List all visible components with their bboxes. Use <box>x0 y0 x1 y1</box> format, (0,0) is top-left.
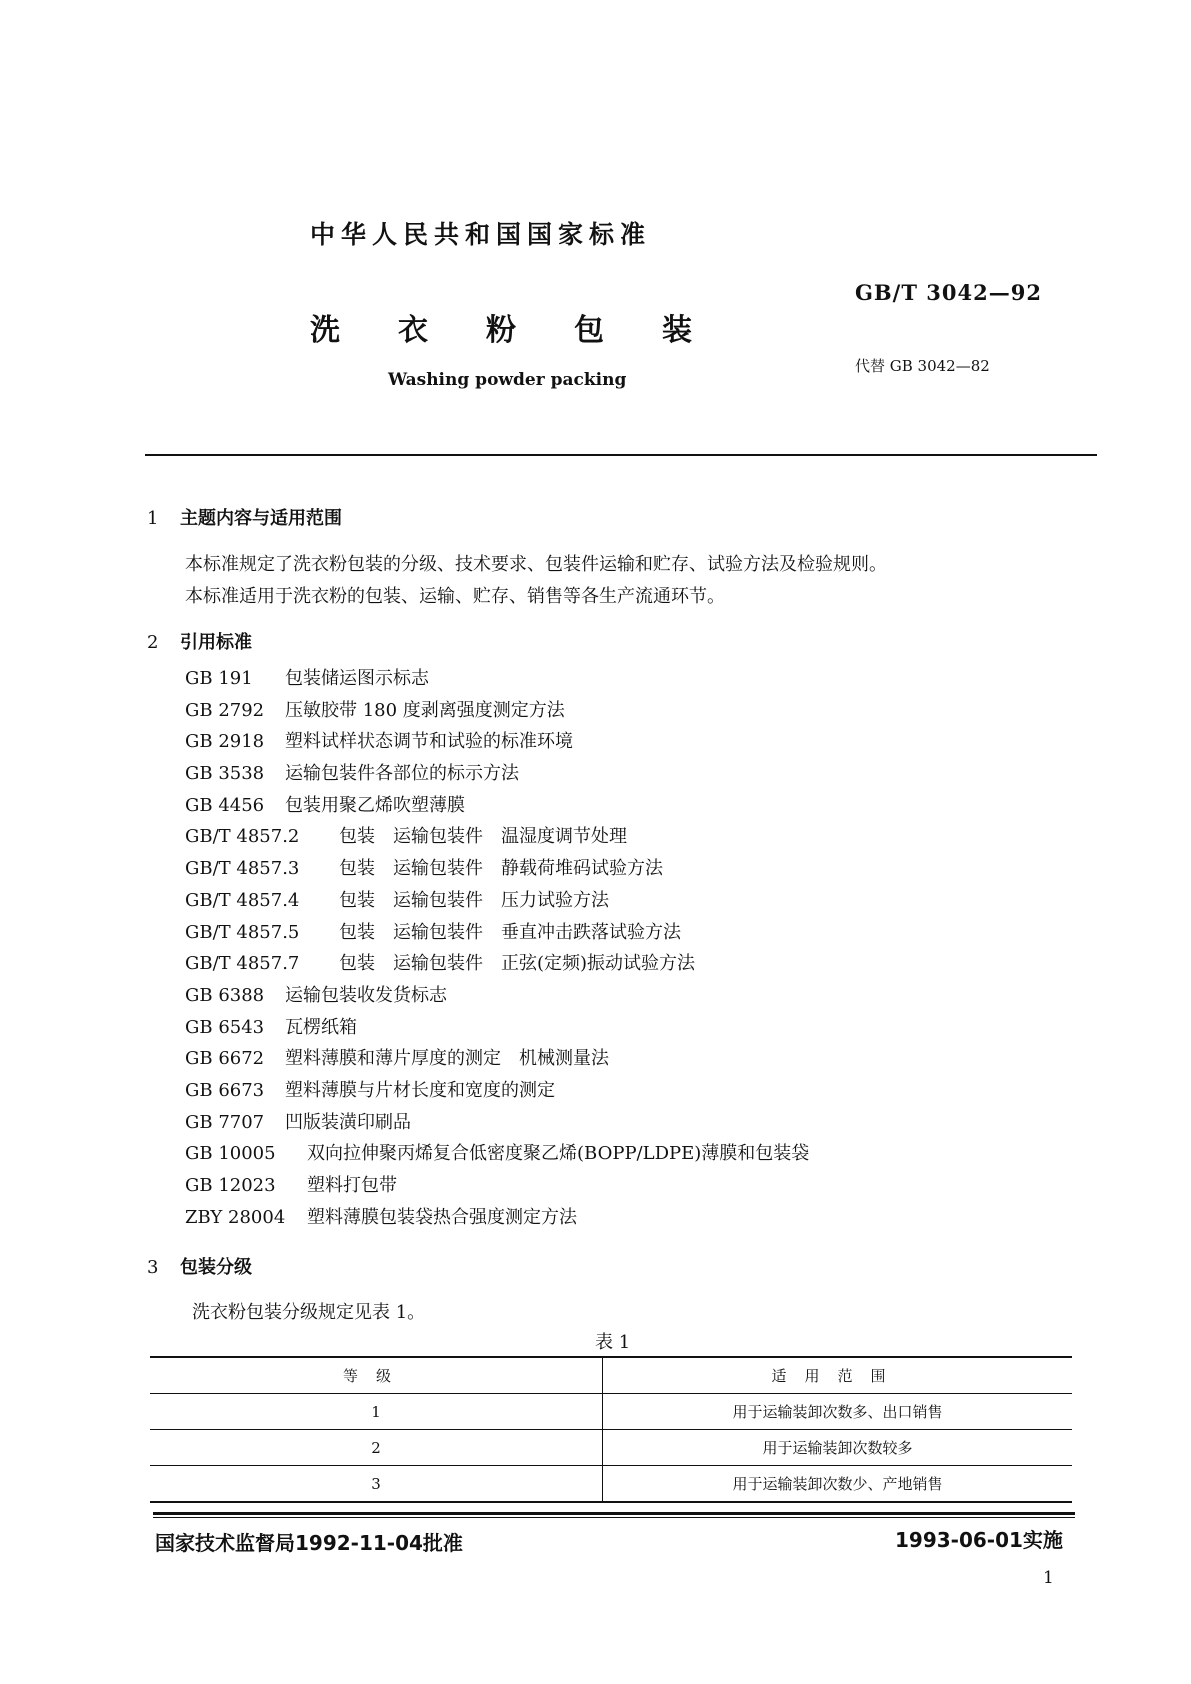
section-1-number: 1 <box>147 508 159 529</box>
reference-title: 包装 运输包装件 静载荷堆码试验方法 <box>339 858 663 880</box>
table-row <box>150 1430 1072 1466</box>
standard-code: GB/T 3042—92 <box>855 280 1042 305</box>
footer-divider-thick <box>153 1512 1075 1515</box>
reference-code: GB/T 4857.3 <box>185 858 300 880</box>
grade-table <box>150 1356 1072 1503</box>
reference-code: ZBY 28004 <box>185 1206 286 1228</box>
section-3-heading <box>147 1253 252 1279</box>
reference-title: 塑料薄膜和薄片厚度的测定 机械测量法 <box>285 1048 609 1070</box>
title-english: Washing powder packing <box>388 370 627 390</box>
table-row <box>150 1394 1072 1430</box>
reference-item <box>185 758 809 790</box>
reference-code: GB/T 4857.7 <box>185 953 300 975</box>
reference-code: GB 6673 <box>185 1079 265 1101</box>
reference-title: 包装储运图示标志 <box>285 668 429 689</box>
reference-code: GB/T 4857.4 <box>185 889 300 911</box>
section-1-title: 主题内容与适用范围 <box>180 508 342 529</box>
section-3-title: 包装分级 <box>180 1257 252 1278</box>
reference-item <box>185 1043 809 1075</box>
reference-item <box>185 726 809 758</box>
reference-item <box>185 821 809 853</box>
table-row <box>150 1466 1072 1503</box>
reference-title: 包装 运输包装件 压力试验方法 <box>339 889 609 911</box>
reference-item <box>185 1170 809 1202</box>
grade-cell: 1 <box>150 1394 603 1430</box>
reference-title: 运输包装收发货标志 <box>285 984 447 1006</box>
reference-title: 包装 运输包装件 温湿度调节处理 <box>339 826 627 848</box>
reference-title: 运输包装件各部位的标示方法 <box>285 763 519 785</box>
standard-name: 中华人民共和国国家标准 <box>310 220 652 249</box>
reference-item <box>185 695 809 727</box>
reference-item <box>185 1107 809 1139</box>
reference-title: 包装 运输包装件 正弦(定频)振动试验方法 <box>339 953 696 975</box>
section-1-paragraph-1: 本标准规定了洗衣粉包装的分级、技术要求、包装件运输和贮存、试验方法及检验规则。 <box>185 554 887 575</box>
grade-cell: 3 <box>150 1466 603 1503</box>
reference-title: 包装 运输包装件 垂直冲击跌落试验方法 <box>339 921 681 943</box>
reference-item <box>185 1138 809 1170</box>
header-grade: 等级 <box>150 1357 603 1394</box>
reference-code: GB 7707 <box>185 1111 265 1133</box>
reference-title: 塑料打包带 <box>307 1175 397 1196</box>
reference-item <box>185 980 809 1012</box>
reference-title: 塑料薄膜包装袋热合强度测定方法 <box>307 1206 577 1228</box>
reference-item <box>185 948 809 980</box>
reference-item <box>185 790 809 822</box>
reference-title: 包装用聚乙烯吹塑薄膜 <box>285 794 465 816</box>
reference-code: GB 10005 <box>185 1143 276 1165</box>
section-2-title: 引用标准 <box>180 632 252 653</box>
table-caption: 表 1 <box>595 1332 631 1353</box>
reference-code: GB 6672 <box>185 1048 265 1070</box>
section-1-paragraph-2: 本标准适用于洗衣粉的包装、运输、贮存、销售等各生产流通环节。 <box>185 586 725 607</box>
reference-code: GB 12023 <box>185 1175 276 1196</box>
scope-cell: 用于运输装卸次数多、出口销售 <box>603 1394 1073 1430</box>
reference-item <box>185 853 809 885</box>
reference-item <box>185 885 809 917</box>
grade-cell: 2 <box>150 1430 603 1466</box>
header-scope: 适用范围 <box>603 1357 1073 1394</box>
reference-code: GB 6388 <box>185 984 265 1006</box>
reference-item <box>185 663 809 695</box>
header-divider <box>145 454 1097 456</box>
table-header-row <box>150 1357 1072 1394</box>
reference-item <box>185 1012 809 1044</box>
replaces-note: 代替 GB 3042—82 <box>855 357 990 375</box>
scope-cell: 用于运输装卸次数少、产地销售 <box>732 1475 943 1493</box>
scope-cell: 用于运输装卸次数较多 <box>603 1430 1073 1466</box>
section-2-number: 2 <box>147 632 159 653</box>
section-3-paragraph: 洗衣粉包装分级规定见表 1。 <box>192 1302 426 1323</box>
reference-title: 塑料试样状态调节和试验的标准环境 <box>285 731 573 753</box>
reference-code: GB 3538 <box>185 763 265 785</box>
footer-divider-thin <box>153 1517 1075 1518</box>
reference-code: GB 2792 <box>185 699 265 721</box>
reference-code: GB 191 <box>185 668 253 689</box>
reference-code: GB/T 4857.2 <box>185 826 300 848</box>
reference-code: GB/T 4857.5 <box>185 921 300 943</box>
reference-item <box>185 1202 809 1234</box>
effective-date: 1993-06-01实施 <box>895 1528 1063 1552</box>
page-number: 1 <box>1043 1568 1054 1588</box>
reference-item <box>185 917 809 949</box>
reference-title: 塑料薄膜与片材长度和宽度的测定 <box>285 1079 555 1101</box>
reference-code: GB 2918 <box>185 731 265 753</box>
approval-line: 国家技术监督局1992-11-04批准 <box>155 1531 463 1555</box>
reference-title: 凹版装潢印刷品 <box>285 1111 411 1133</box>
section-2-heading <box>147 628 252 654</box>
section-1-heading <box>147 504 342 530</box>
reference-code: GB 6543 <box>185 1016 265 1038</box>
reference-title: 压敏胶带 180 度剥离强度测定方法 <box>285 699 565 721</box>
reference-title: 双向拉伸聚丙烯复合低密度聚乙烯(BOPP/LDPE)薄膜和包装袋 <box>307 1143 810 1165</box>
reference-title: 瓦楞纸箱 <box>285 1016 357 1038</box>
reference-item <box>185 1075 809 1107</box>
section-3-number: 3 <box>147 1257 159 1278</box>
title-chinese: 洗衣粉包装 <box>310 313 750 348</box>
reference-code: GB 4456 <box>185 794 265 816</box>
reference-list <box>185 663 809 1233</box>
